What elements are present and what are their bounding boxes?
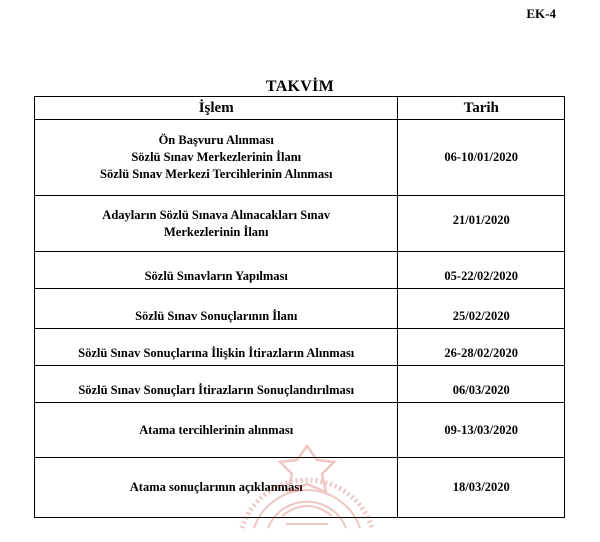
column-header-operation: İşlem — [35, 97, 398, 120]
operation-cell — [35, 403, 398, 458]
table-row — [35, 289, 565, 329]
date-cell: 09-13/03/2020 — [398, 403, 565, 458]
table-row — [35, 252, 565, 289]
operation-cell — [35, 120, 398, 196]
date-cell: 06/03/2020 — [398, 366, 565, 403]
table-row — [35, 458, 565, 518]
operation-line: Sözlü Sınav Sonuçlarına İlişkin İtirazların Alınması — [78, 346, 355, 360]
operation-line: Ön Başvuru Alınması — [158, 133, 274, 147]
table-row — [35, 120, 565, 196]
date-cell: 26-28/02/2020 — [398, 329, 565, 366]
operation-cell — [35, 329, 398, 366]
operation-cell — [35, 196, 398, 252]
table-row — [35, 196, 565, 252]
operation-line: Adayların Sözlü Sınava Alınacakları Sınav — [102, 207, 331, 222]
table-header-row — [35, 97, 565, 120]
operation-line: Sözlü Sınav Sonuçları İtirazların Sonuçlandırılması — [78, 383, 355, 397]
operation-line: Atama tercihlerinin alınması — [139, 422, 294, 437]
date-cell: 06-10/01/2020 — [398, 120, 565, 196]
operation-line: Merkezlerinin İlanı — [163, 224, 269, 239]
operation-line: Sözlü Sınav Merkezlerinin İlanı — [131, 150, 302, 164]
date-cell: 21/01/2020 — [398, 196, 565, 252]
operation-cell — [35, 458, 398, 518]
date-cell: 05-22/02/2020 — [398, 252, 565, 289]
table-row — [35, 366, 565, 403]
operation-cell — [35, 366, 398, 403]
operation-line: Sözlü Sınav Sonuçlarının İlanı — [135, 309, 298, 323]
annex-label: EK-4 — [526, 6, 556, 21]
table-row — [35, 403, 565, 458]
date-cell: 25/02/2020 — [398, 289, 565, 329]
operation-line: Atama sonuçlarının açıklanması — [129, 480, 303, 494]
date-cell: 18/03/2020 — [398, 458, 565, 518]
operation-cell — [35, 289, 398, 329]
page-title: TAKVİM — [265, 78, 335, 95]
operation-line: Sözlü Sınavların Yapılması — [144, 269, 288, 283]
schedule-table — [34, 96, 565, 518]
operation-line: Sözlü Sınav Merkezi Tercihlerinin Alınması — [100, 167, 333, 181]
table-row — [35, 329, 565, 366]
operation-cell — [35, 252, 398, 289]
column-header-date: Tarih — [398, 97, 565, 120]
